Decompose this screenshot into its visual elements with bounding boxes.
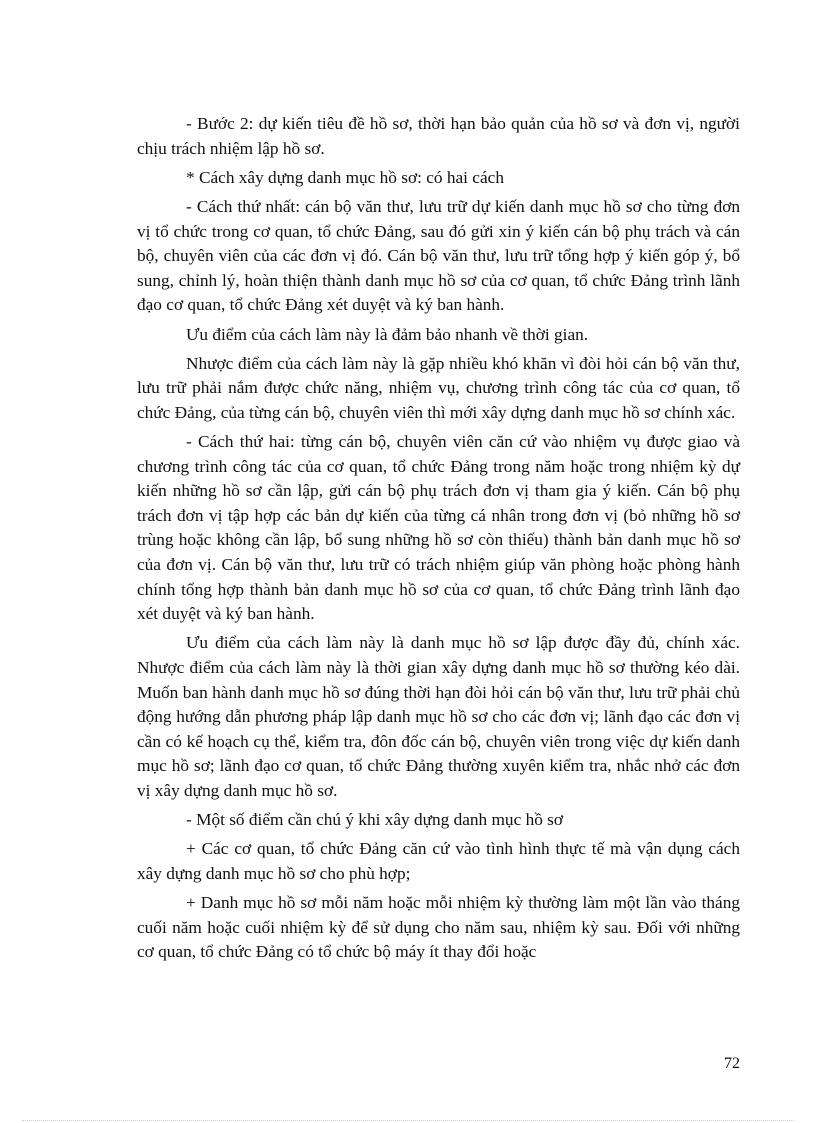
paragraph-method-two-evaluation: Ưu điểm của cách làm này là danh mục hồ sơ lập được đầy đủ, chính xác. Nhược điểm của cách làm này là thời gian xây dựng danh mục hồ sơ thường kéo dài. Muốn ban hành danh mục hồ sơ đúng thời hạn đòi hỏi cán bộ văn thư, lưu trữ phải chủ động hướng dẫn phương pháp lập danh mục hồ sơ cho các đơn vị; lãnh đạo các đơn vị cần có kế hoạch cụ thể, kiểm tra, đôn đốc cán bộ, chuyên viên trong việc dự kiến danh mục hồ sơ; lãnh đạo cơ quan, tổ chức Đảng thường xuyên kiểm tra, nhắc nhở các đơn vị xây dựng danh mục hồ sơ.	[137, 633, 740, 800]
paragraph-note-one: + Các cơ quan, tổ chức Đảng căn cứ vào tình hình thực tế mà vận dụng cách xây dựng danh mục hồ sơ cho phù hợp;	[137, 839, 740, 883]
paragraph-method-two: - Cách thứ hai: từng cán bộ, chuyên viên căn cứ vào nhiệm vụ được giao và chương trình công tác của cơ quan, tổ chức Đảng trong năm hoặc trong nhiệm kỳ dự kiến những hồ sơ cần lập, gửi cán bộ phụ trách đơn vị tham gia ý kiến. Cán bộ phụ trách đơn vị tập hợp các bản dự kiến của từng cá nhân trong đơn vị (bỏ những hồ sơ trùng hoặc không cần lập, bổ sung những hồ sơ còn thiếu) thành bản danh mục hồ sơ của đơn vị. Cán bộ văn thư, lưu trữ có trách nhiệm giúp văn phòng hoặc phòng hành chính tổng hợp thành bản danh mục hồ sơ của cơ quan, tổ chức Đảng trình lãnh đạo xét duyệt và ký ban hành.	[137, 432, 740, 624]
paragraph-methods-heading: * Cách xây dựng danh mục hồ sơ: có hai cách	[186, 167, 504, 187]
page-bottom-divider	[22, 1120, 794, 1121]
paragraph-method-one-advantage: Ưu điểm của cách làm này là đảm bảo nhanh về thời gian.	[186, 324, 589, 344]
paragraph-note-two: + Danh mục hồ sơ mỗi năm hoặc mỗi nhiệm kỳ thường làm một lần vào tháng cuối năm hoặc cuối nhiệm kỳ để sử dụng cho năm sau, nhiệm kỳ sau. Đối với những cơ quan, tổ chức Đảng có tổ chức bộ máy ít thay đổi hoặc	[137, 893, 740, 962]
paragraph-step-2: - Bước 2: dự kiến tiêu đề hồ sơ, thời hạn bảo quản của hồ sơ và đơn vị, người chịu trách nhiệm lập hồ sơ.	[137, 114, 740, 158]
paragraph-method-one: - Cách thứ nhất: cán bộ văn thư, lưu trữ dự kiến danh mục hồ sơ cho từng đơn vị tổ chức trong cơ quan, tổ chức Đảng, sau đó gửi xin ý kiến cán bộ phụ trách và cán bộ, chuyên viên của các đơn vị đó. Cán bộ văn thư, lưu trữ tổng hợp ý kiến góp ý, bổ sung, chỉnh lý, hoàn thiện thành danh mục hồ sơ của cơ quan, tổ chức Đảng trình lãnh đạo cơ quan, tổ chức Đảng xét duyệt và ký ban hành.	[137, 196, 740, 315]
paragraph-method-one-disadvantage: Nhược điểm của cách làm này là gặp nhiều khó khăn vì đòi hỏi cán bộ văn thư, lưu trữ phải nắm được chức năng, nhiệm vụ, chương trình công tác của cơ quan, tổ chức Đảng, của từng cán bộ, chuyên viên thì mới xây dựng danh mục hồ sơ chính xác.	[137, 353, 740, 422]
body-text	[137, 112, 740, 970]
page-number: 72	[724, 1055, 740, 1072]
paragraph-notes-heading: - Một số điểm cần chú ý khi xây dựng danh mục hồ sơ	[186, 810, 564, 830]
